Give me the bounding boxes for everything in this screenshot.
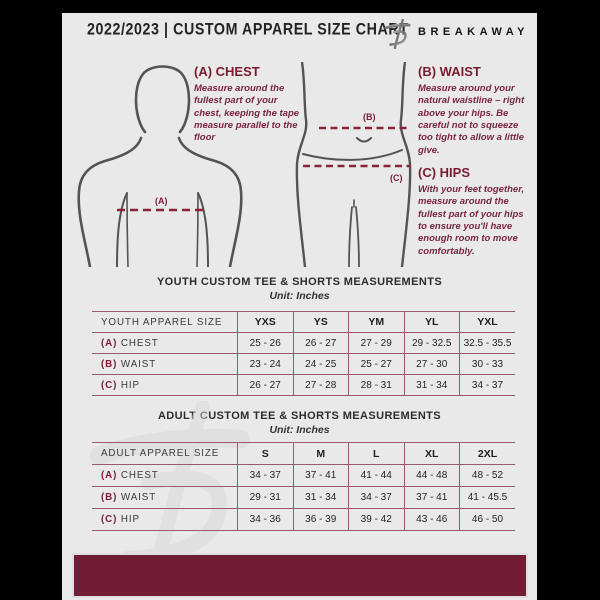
measurement-letter: (A) <box>101 337 118 349</box>
hips-figure-label: (C) <box>390 173 403 183</box>
size-range-cell: 41 - 45.5 <box>460 487 516 509</box>
size-range-cell: 29 - 32.5 <box>404 333 460 354</box>
size-range-cell: 26 - 27 <box>293 333 349 354</box>
measurement-row <box>92 375 515 396</box>
size-range-cell: 25 - 26 <box>238 333 294 354</box>
size-range-cell: 31 - 34 <box>404 375 460 396</box>
measurement-letter: (A) <box>101 470 118 481</box>
size-column-header: YXS <box>238 312 294 333</box>
waist-instruction-text: Measure around your natural waistline – right above your hips. Be careful not to squeeze too tight to allow a little give. <box>418 83 525 156</box>
breakaway-b-logo-icon <box>384 19 411 49</box>
size-range-cell: 34 - 36 <box>238 509 294 531</box>
chest-instruction-text: Measure around the fullest part of your chest, keeping the tape measure parallel to the floor <box>194 83 300 144</box>
size-range-cell: 30 - 33 <box>460 354 516 375</box>
measurement-row <box>92 509 515 531</box>
size-column-header: 2XL <box>460 443 516 465</box>
size-range-cell: 43 - 46 <box>404 509 460 531</box>
size-range-cell: 36 - 39 <box>293 509 349 531</box>
size-range-cell: 25 - 27 <box>349 354 405 375</box>
youth-section-unit: Unit: Inches <box>269 290 330 302</box>
size-range-cell: 44 - 48 <box>404 465 460 487</box>
size-range-cell: 27 - 28 <box>293 375 349 396</box>
size-range-cell: 27 - 29 <box>349 333 405 354</box>
hips-instruction-text: With your feet together, measure around the fullest part of your hips to ensure you'll have enough room to move comfortably. <box>418 184 525 257</box>
chest-instruction-heading: (A) CHEST <box>194 64 260 79</box>
size-range-cell: 34 - 37 <box>238 465 294 487</box>
measurement-letter: (B) <box>101 492 118 503</box>
measurement-row <box>92 487 515 509</box>
size-range-cell: 34 - 37 <box>349 487 405 509</box>
size-range-cell: 34 - 37 <box>460 375 516 396</box>
size-range-cell: 46 - 50 <box>460 509 516 531</box>
size-range-cell: 27 - 30 <box>404 354 460 375</box>
table-label-header: YOUTH APPAREL SIZE <box>92 312 238 333</box>
size-range-cell: 23 - 24 <box>238 354 294 375</box>
measurement-row-label: (A) CHEST <box>92 465 238 487</box>
table-label-header: ADULT APPAREL SIZE <box>92 443 238 465</box>
size-column-header: YL <box>404 312 460 333</box>
measurement-row <box>92 354 515 375</box>
measurement-letter: (C) <box>101 379 118 391</box>
measurement-row-label: (C) HIP <box>92 375 238 396</box>
size-range-cell: 28 - 31 <box>349 375 405 396</box>
size-range-cell: 48 - 52 <box>460 465 516 487</box>
size-range-cell: 26 - 27 <box>238 375 294 396</box>
hips-instruction-heading: (C) HIPS <box>418 165 470 180</box>
measurement-row-label: (A) CHEST <box>92 333 238 354</box>
size-column-header: YM <box>349 312 405 333</box>
measurement-row-label: (C) HIP <box>92 509 238 531</box>
size-range-cell: 37 - 41 <box>293 465 349 487</box>
size-range-cell: 37 - 41 <box>404 487 460 509</box>
measurement-letter: (C) <box>101 514 118 525</box>
size-range-cell: 32.5 - 35.5 <box>460 333 516 354</box>
adult-size-table <box>92 442 515 531</box>
chest-figure-label: (A) <box>155 196 168 206</box>
size-chart-page <box>62 13 537 600</box>
size-column-header: S <box>238 443 294 465</box>
measurement-row <box>92 465 515 487</box>
lower-body-figure-illustration <box>295 62 412 267</box>
brand-name: BREAKAWAY <box>418 26 529 38</box>
waist-instruction-heading: (B) WAIST <box>418 64 481 79</box>
footer-accent-bar <box>72 553 528 598</box>
waist-figure-label: (B) <box>363 112 376 122</box>
size-column-header: YXL <box>460 312 516 333</box>
page-title: 2022/2023 | CUSTOM APPAREL SIZE CHART <box>87 20 409 40</box>
measurement-letter: (B) <box>101 358 118 370</box>
adult-section-title: ADULT CUSTOM TEE & SHORTS MEASUREMENTS <box>157 410 442 422</box>
adult-section-unit: Unit: Inches <box>269 424 330 436</box>
measurement-row-label: (B) WAIST <box>92 354 238 375</box>
size-range-cell: 31 - 34 <box>293 487 349 509</box>
size-range-cell: 29 - 31 <box>238 487 294 509</box>
size-range-cell: 24 - 25 <box>293 354 349 375</box>
youth-size-table <box>92 311 515 396</box>
youth-section-title: YOUTH CUSTOM TEE & SHORTS MEASUREMENTS <box>156 276 443 288</box>
size-column-header: M <box>293 443 349 465</box>
size-range-cell: 41 - 44 <box>349 465 405 487</box>
measurement-row <box>92 333 515 354</box>
measurement-row-label: (B) WAIST <box>92 487 238 509</box>
size-column-header: L <box>349 443 405 465</box>
size-column-header: XL <box>404 443 460 465</box>
size-range-cell: 39 - 42 <box>349 509 405 531</box>
size-column-header: YS <box>293 312 349 333</box>
